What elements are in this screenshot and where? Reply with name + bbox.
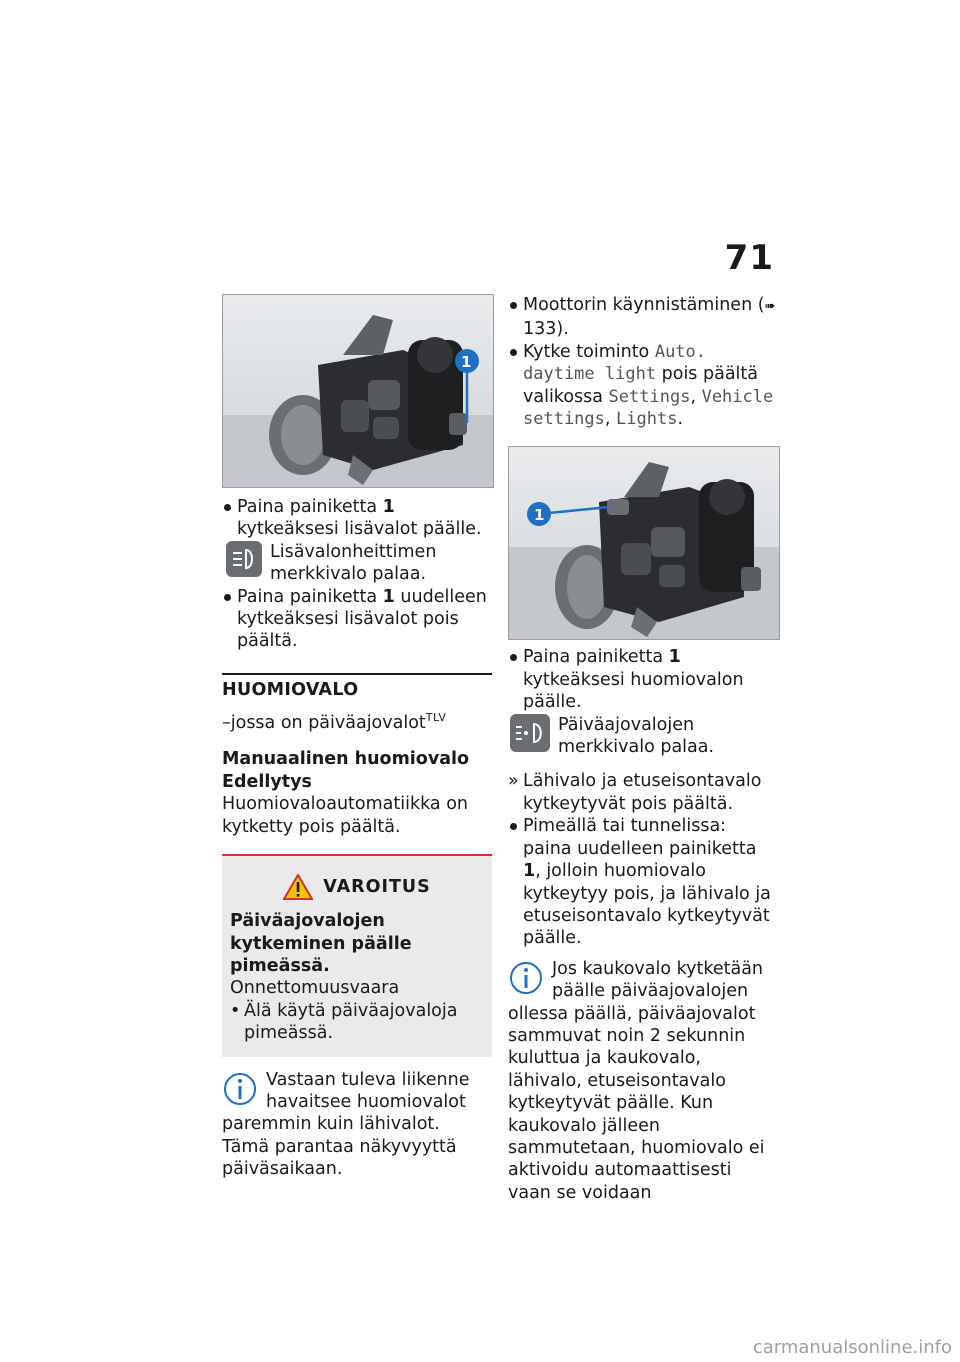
warning-triangle-icon — [283, 874, 313, 900]
indicator-text: Päiväajovalojen merkkivalo palaa. — [558, 714, 715, 758]
step-item — [508, 294, 778, 341]
step-text: ). — [556, 319, 569, 340]
step-text: Kytke toiminto — [523, 341, 655, 362]
auxiliary-light-indicator-icon — [226, 541, 262, 577]
step-text: kytkeäksesi huomiovalon päälle. — [523, 669, 744, 713]
page-number: 71 — [724, 238, 774, 278]
warning-action-text: Älä käytä päiväajovaloja pimeässä. — [244, 1000, 458, 1044]
watermark: carmanualsonline.info — [752, 1337, 952, 1358]
info-note-right — [508, 958, 778, 1204]
step-text: Paina painiketta — [237, 586, 383, 607]
info-note-left — [222, 1069, 492, 1181]
step-ref: 1 — [382, 586, 395, 607]
warning-headline: Päiväajovalojen kytkeminen päälle pimeässä. — [230, 911, 412, 976]
result-item — [508, 770, 778, 815]
step-text: Moottorin käynnistäminen ( — [523, 295, 765, 315]
warning-title: VAROITUS — [323, 876, 431, 897]
menu-code: Lights — [616, 409, 678, 430]
section-subtitle — [222, 707, 492, 734]
photo-callout-1: 1 — [534, 506, 545, 525]
steps-list-1 — [222, 496, 492, 541]
step-text: pois päältä valikossa — [523, 364, 758, 407]
separator: , — [690, 386, 702, 407]
warning-risk: Onnettomuusvaara — [230, 978, 400, 999]
step-item — [508, 341, 778, 431]
step-text: Paina painiketta — [523, 647, 669, 668]
indicator-note-daytime-lights — [508, 714, 778, 759]
steps-list-2 — [222, 586, 492, 653]
step-text: , jolloin huomiovalo kytkeytyy pois, ja lähivalo ja etuseisontavalo kytkeytyvät päälle. — [523, 861, 771, 949]
subheading-prerequisite: Edellytys — [222, 771, 312, 792]
info-text: Jos kaukovalo kytketään päälle päiväajovalojen ollessa päällä, päiväajovalot sammuvat noin 2 sekunnin kuluttua ja kaukovalo, lähivalo, etuseisontavalo kytkeytyvät päälle. Kun kaukovalo jälleen sammutetaan, huomiovalo ei aktivoidu automaattisesti vaan se voidaan — [508, 958, 765, 1203]
section-subtitle-text: –jossa on päiväajovalot — [222, 713, 426, 734]
handlebar-switch-photo-left — [222, 294, 494, 488]
right-column — [508, 294, 778, 1204]
step-text: uudelleen kytkeäksesi lisävalot pois päältä. — [237, 586, 487, 652]
section-divider — [222, 673, 492, 735]
daytime-light-indicator-icon — [510, 714, 550, 752]
page-ref: 133 — [523, 319, 557, 340]
handlebar-switch-illustration — [223, 295, 493, 487]
handlebar-switch-illustration — [509, 447, 779, 639]
step-text: kytkeäksesi lisävalot päälle. — [237, 519, 482, 540]
indicator-text: Lisävalonheittimen merkkivalo palaa. — [270, 541, 437, 585]
photo-callout-1: 1 — [461, 353, 472, 371]
subheading-block — [222, 748, 492, 838]
indicator-note-auxiliary-lights — [222, 541, 492, 586]
separator: , — [604, 409, 617, 430]
step-item — [508, 815, 778, 949]
step-ref: 1 — [382, 497, 395, 517]
warning-header — [230, 874, 484, 900]
step-text: Paina painiketta — [237, 497, 383, 517]
menu-code: Vehicle settings — [523, 386, 774, 430]
info-icon — [508, 960, 544, 1000]
left-column — [222, 294, 492, 1181]
menu-code: Settings — [608, 386, 691, 407]
result-mark: » — [508, 771, 519, 792]
step-item — [222, 586, 492, 653]
section-title: HUOMIOVALO — [222, 679, 359, 700]
page-ref-arrow-icon: ➠ — [764, 299, 776, 314]
info-text: Vastaan tuleva liikenne havaitsee huomiovalot paremmin kuin lähivalot. Tämä parantaa näkyvyyttä päiväsaikaan. — [222, 1069, 470, 1180]
step-ref: 1 — [523, 861, 536, 882]
option-code: TLV — [425, 711, 447, 725]
prerequisite-text: Huomiovaloautomatiikka on kytketty pois päältä. — [222, 794, 469, 837]
result-text: Lähivalo ja etuseisontavalo kytkeytyvät pois päältä. — [523, 771, 762, 814]
step-item — [222, 496, 492, 541]
handlebar-switch-photo-right — [508, 446, 780, 640]
step-text: . — [677, 409, 684, 430]
step-text: Pimeällä tai tunnelissa: paina uudelleen painiketta — [523, 816, 757, 859]
step-item — [508, 646, 778, 713]
warning-action — [230, 1000, 484, 1045]
info-icon — [222, 1071, 258, 1111]
warning-action-bullet: • — [230, 1000, 241, 1021]
menu-code: Auto. daytime light — [523, 341, 707, 385]
warning-box — [222, 854, 492, 1056]
step-ref: 1 — [668, 647, 681, 668]
subheading-manual: Manuaalinen huomiovalo — [222, 749, 470, 770]
